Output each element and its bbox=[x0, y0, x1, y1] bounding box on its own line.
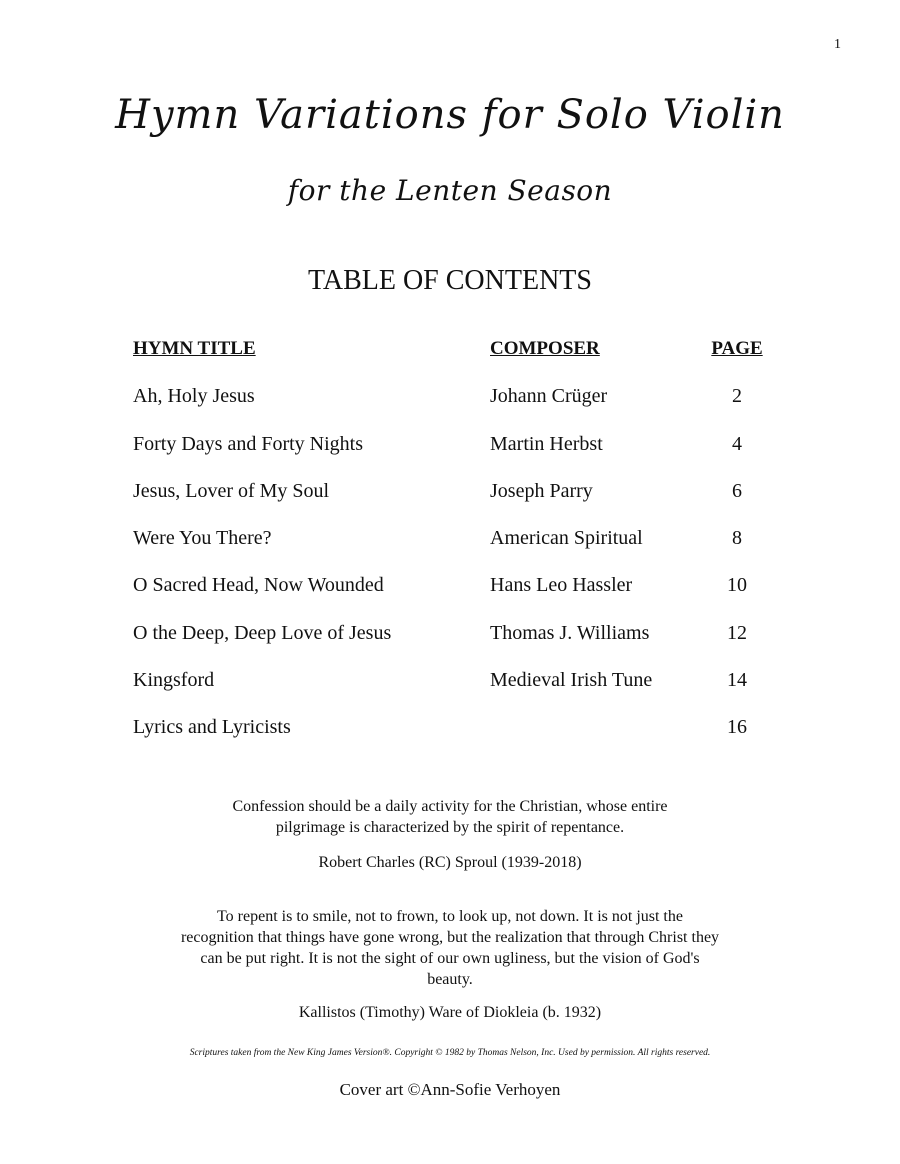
quote-attribution-ware: Kallistos (Timothy) Ware of Diokleia (b. 1932) bbox=[298, 1004, 602, 1021]
toc-row bbox=[133, 385, 793, 432]
column-header-page: PAGE bbox=[711, 338, 763, 359]
quote-ware bbox=[0, 906, 900, 990]
hymn-page: 4 bbox=[732, 432, 742, 455]
toc-row bbox=[133, 574, 793, 621]
hymn-title: Jesus, Lover of My Soul bbox=[133, 479, 330, 502]
hymn-title: O the Deep, Deep Love of Jesus bbox=[133, 621, 392, 644]
column-header-composer: COMPOSER bbox=[490, 338, 600, 359]
quote-attribution-sproul: Robert Charles (RC) Sproul (1939-2018) bbox=[318, 854, 582, 871]
hymn-page: 2 bbox=[732, 385, 742, 408]
hymn-page: 16 bbox=[727, 716, 747, 739]
hymn-page: 6 bbox=[732, 479, 742, 502]
toc-row bbox=[133, 433, 793, 480]
hymn-composer: Thomas J. Williams bbox=[490, 621, 650, 644]
hymn-composer: Medieval Irish Tune bbox=[490, 669, 653, 692]
hymn-page: 12 bbox=[727, 621, 747, 644]
column-header-hymn-title: HYMN TITLE bbox=[133, 338, 256, 359]
hymn-composer: Martin Herbst bbox=[490, 432, 603, 455]
hymn-composer: Johann Crüger bbox=[490, 385, 608, 408]
toc-row bbox=[133, 716, 793, 763]
toc-row bbox=[133, 669, 793, 716]
hymn-title: Forty Days and Forty Nights bbox=[133, 432, 363, 455]
hymn-page: 10 bbox=[727, 574, 747, 597]
document-subtitle: for the Lenten Season bbox=[287, 174, 613, 207]
hymn-composer: American Spiritual bbox=[490, 527, 643, 550]
toc-row bbox=[133, 480, 793, 527]
quote-text: Confession should be a daily activity for the Christian, whose entire pilgrimage is characterized by the spirit of repentance. bbox=[232, 798, 668, 836]
hymn-page: 14 bbox=[727, 669, 747, 692]
toc-row bbox=[133, 622, 793, 669]
quote-sproul bbox=[0, 796, 900, 838]
toc-row bbox=[133, 527, 793, 574]
page-number: 1 bbox=[834, 37, 841, 52]
hymn-composer: Hans Leo Hassler bbox=[490, 574, 633, 597]
hymn-title: Lyrics and Lyricists bbox=[133, 716, 291, 739]
cover-art-credit: Cover art ©Ann-Sofie Verhoyen bbox=[339, 1080, 561, 1099]
hymn-composer: Joseph Parry bbox=[490, 479, 593, 502]
hymn-title: Kingsford bbox=[133, 669, 215, 692]
toc-header-row bbox=[133, 338, 793, 385]
document-title: Hymn Variations for Solo Violin bbox=[115, 92, 785, 138]
copyright-notice: Scriptures taken from the New King James Version®. Copyright © 1982 by Thomas Nelson, Inc. Used by permission. All rights reserved. bbox=[189, 1048, 711, 1058]
hymn-title: Ah, Holy Jesus bbox=[133, 385, 255, 408]
toc-table bbox=[133, 338, 793, 764]
hymn-title: O Sacred Head, Now Wounded bbox=[133, 574, 384, 597]
quote-text: To repent is to smile, not to frown, to look up, not down. It is not just the recognition that things have gone wrong, but the realization that through Christ they can be put right. It is not the sight of our own ugliness, but the vision of God's beauty. bbox=[180, 908, 720, 988]
hymn-title: Were You There? bbox=[133, 527, 272, 550]
toc-heading: TABLE OF CONTENTS bbox=[308, 265, 592, 296]
hymn-page: 8 bbox=[732, 527, 742, 550]
